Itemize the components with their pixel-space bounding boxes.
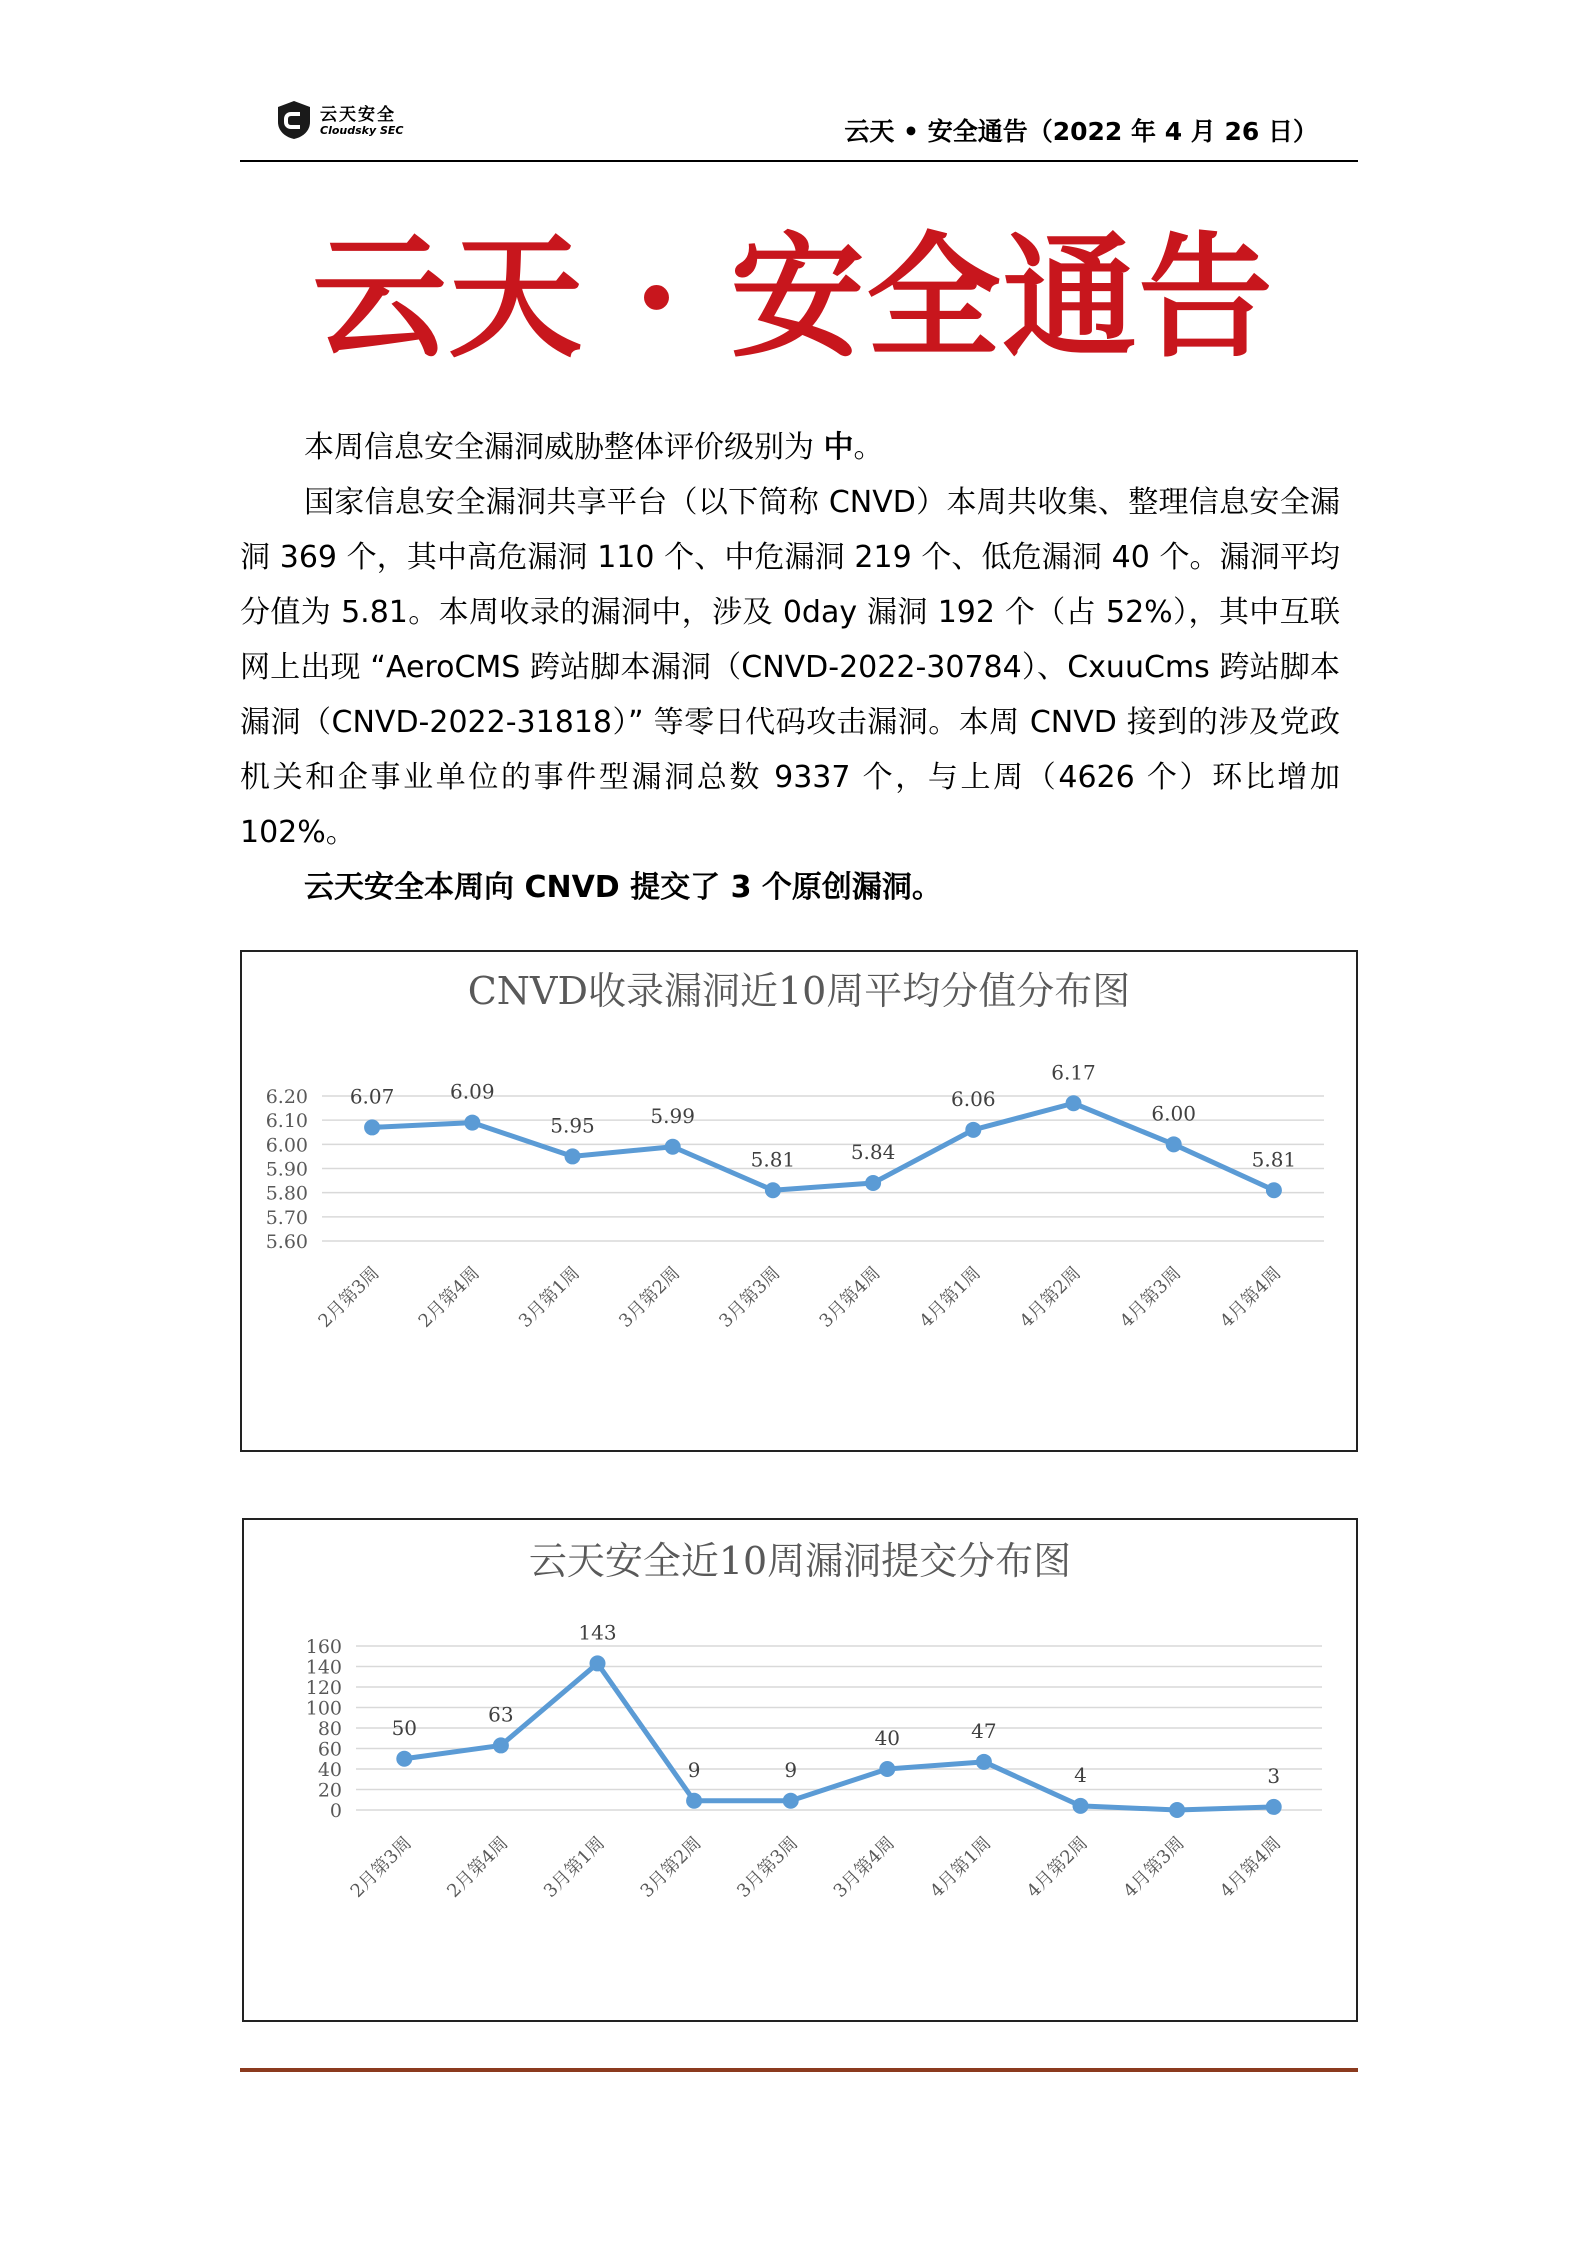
data-label: 143 bbox=[578, 1620, 617, 1645]
x-tick-label: 2月第4周 bbox=[414, 1262, 484, 1332]
x-tick-label: 2月第3周 bbox=[314, 1262, 384, 1332]
submission-chart-plot bbox=[244, 1520, 1356, 2020]
threat-level-suffix: 。 bbox=[853, 430, 884, 465]
data-point bbox=[590, 1655, 606, 1671]
page-header bbox=[240, 92, 1358, 162]
data-point bbox=[1266, 1799, 1282, 1815]
chart-title: CNVD收录漏洞近10周平均分值分布图 bbox=[467, 969, 1131, 1013]
x-tick-label: 4月第3周 bbox=[1116, 1262, 1186, 1332]
avg-score-chart-plot bbox=[242, 952, 1356, 1450]
data-label: 6.00 bbox=[1151, 1101, 1196, 1126]
cnvd-summary-paragraph: 国家信息安全漏洞共享平台（以下简称 CNVD）本周共收集、整理信息安全漏洞 369 个，其中高危漏洞 110 个、中危漏洞 219 个、低危漏洞 40 个。漏洞平均分值为 5.81。本周收录的漏洞中，涉及 0day 漏洞 192 个（占 52%），其中互联网上出现 “AeroCMS 跨站脚本漏洞（CNVD-2022-30784）、CxuuCms 跨站脚本漏洞（CNVD-2022-31818）” 等零日代码攻击漏洞。本周 CNVD 接到的涉及党政机关和企事业单位的事件型漏洞总数 9337 个，与上周（4626 个）环比增加 102%。 bbox=[240, 485, 1340, 850]
data-label: 4 bbox=[1074, 1762, 1087, 1787]
data-point bbox=[783, 1793, 799, 1809]
data-point bbox=[493, 1737, 509, 1753]
x-tick-label: 3月第4周 bbox=[829, 1832, 899, 1902]
threat-level-prefix: 本周信息安全漏洞威胁整体评价级别为 bbox=[304, 430, 824, 465]
y-tick-label: 140 bbox=[305, 1656, 342, 1679]
data-label: 5.99 bbox=[650, 1103, 695, 1128]
y-tick-label: 40 bbox=[317, 1759, 342, 1781]
data-point bbox=[565, 1148, 581, 1164]
data-point bbox=[765, 1182, 781, 1198]
data-label: 6.07 bbox=[349, 1084, 395, 1109]
y-tick-label: 5.80 bbox=[265, 1182, 308, 1205]
y-tick-label: 80 bbox=[317, 1718, 342, 1740]
logo-chinese-text: 云天安全 bbox=[320, 105, 396, 125]
x-tick-label: 3月第2周 bbox=[636, 1832, 706, 1902]
x-tick-label: 3月第1周 bbox=[514, 1262, 585, 1332]
x-tick-label: 4月第4周 bbox=[1216, 1832, 1286, 1902]
data-label: 9 bbox=[784, 1757, 798, 1782]
data-point bbox=[1066, 1095, 1082, 1111]
header-date-title: 云天 • 安全通告（2022 年 4 月 26 日） bbox=[844, 117, 1318, 146]
data-point bbox=[865, 1175, 881, 1191]
data-point bbox=[1166, 1136, 1182, 1152]
data-label: 5.84 bbox=[850, 1140, 896, 1164]
y-tick-label: 5.90 bbox=[265, 1158, 308, 1181]
data-point bbox=[665, 1139, 681, 1155]
page-title: 云天 · 安全通告 bbox=[312, 218, 1275, 376]
y-tick-label: 5.60 bbox=[265, 1231, 308, 1253]
y-tick-label: 6.10 bbox=[265, 1110, 308, 1133]
x-tick-label: 3月第3周 bbox=[733, 1832, 803, 1902]
avg-score-chart bbox=[240, 950, 1358, 1452]
data-point bbox=[1169, 1802, 1185, 1818]
company-logo bbox=[276, 98, 456, 144]
x-tick-label: 4月第1周 bbox=[926, 1832, 996, 1902]
chart-title: 云天安全近10周漏洞提交分布图 bbox=[528, 1539, 1072, 1583]
data-label: 9 bbox=[687, 1757, 701, 1782]
data-label: 5.95 bbox=[550, 1113, 595, 1138]
data-point bbox=[879, 1761, 895, 1777]
y-tick-label: 120 bbox=[305, 1677, 342, 1699]
data-point bbox=[965, 1122, 981, 1138]
threat-level-value: 中 bbox=[823, 430, 854, 465]
x-tick-label: 4月第2周 bbox=[1015, 1262, 1086, 1332]
data-point bbox=[396, 1751, 412, 1767]
data-label: 40 bbox=[874, 1726, 901, 1750]
data-label: 47 bbox=[971, 1718, 997, 1743]
data-label: 63 bbox=[488, 1702, 514, 1727]
footer-divider bbox=[240, 2068, 1358, 2072]
y-tick-label: 6.20 bbox=[265, 1086, 308, 1108]
y-tick-label: 5.70 bbox=[265, 1206, 308, 1229]
data-label: 6.06 bbox=[951, 1086, 996, 1111]
data-point bbox=[464, 1115, 480, 1131]
x-tick-label: 3月第1周 bbox=[539, 1832, 610, 1902]
series-line bbox=[404, 1663, 1273, 1810]
submission-paragraph: 云天安全本周向 CNVD 提交了 3 个原创漏洞。 bbox=[304, 870, 942, 905]
y-tick-label: 60 bbox=[317, 1738, 342, 1761]
data-label: 6.09 bbox=[450, 1079, 495, 1104]
logo-english-text: Cloudsky SEC bbox=[320, 124, 404, 137]
y-tick-label: 6.00 bbox=[265, 1134, 308, 1157]
x-tick-label: 4月第2周 bbox=[1022, 1832, 1093, 1902]
x-tick-label: 3月第2周 bbox=[615, 1262, 685, 1332]
data-label: 50 bbox=[391, 1715, 418, 1740]
x-tick-label: 4月第3周 bbox=[1119, 1832, 1189, 1902]
x-tick-label: 2月第4周 bbox=[443, 1832, 513, 1902]
x-tick-label: 3月第4周 bbox=[815, 1262, 885, 1332]
x-tick-label: 4月第1周 bbox=[915, 1262, 985, 1332]
data-label: 5.81 bbox=[1251, 1147, 1297, 1172]
x-tick-label: 4月第4周 bbox=[1216, 1262, 1286, 1332]
submission-chart bbox=[242, 1518, 1358, 2022]
bulletin-body bbox=[240, 420, 1340, 915]
data-point bbox=[1266, 1182, 1282, 1198]
y-tick-label: 100 bbox=[305, 1697, 342, 1720]
y-tick-label: 160 bbox=[305, 1636, 342, 1658]
threat-level-paragraph bbox=[240, 420, 1340, 475]
data-point bbox=[686, 1793, 702, 1809]
data-label: 6.17 bbox=[1051, 1060, 1096, 1085]
data-point bbox=[364, 1119, 380, 1135]
y-tick-label: 20 bbox=[317, 1779, 342, 1802]
data-point bbox=[1073, 1798, 1089, 1814]
x-tick-label: 2月第3周 bbox=[346, 1832, 416, 1902]
shield-logo-icon bbox=[276, 100, 312, 140]
data-label: 3 bbox=[1267, 1763, 1281, 1788]
y-tick-label: 0 bbox=[329, 1800, 342, 1822]
data-label: 5.81 bbox=[750, 1147, 796, 1172]
data-point bbox=[976, 1754, 992, 1770]
x-tick-label: 3月第3周 bbox=[715, 1262, 785, 1332]
series-line bbox=[372, 1103, 1274, 1190]
